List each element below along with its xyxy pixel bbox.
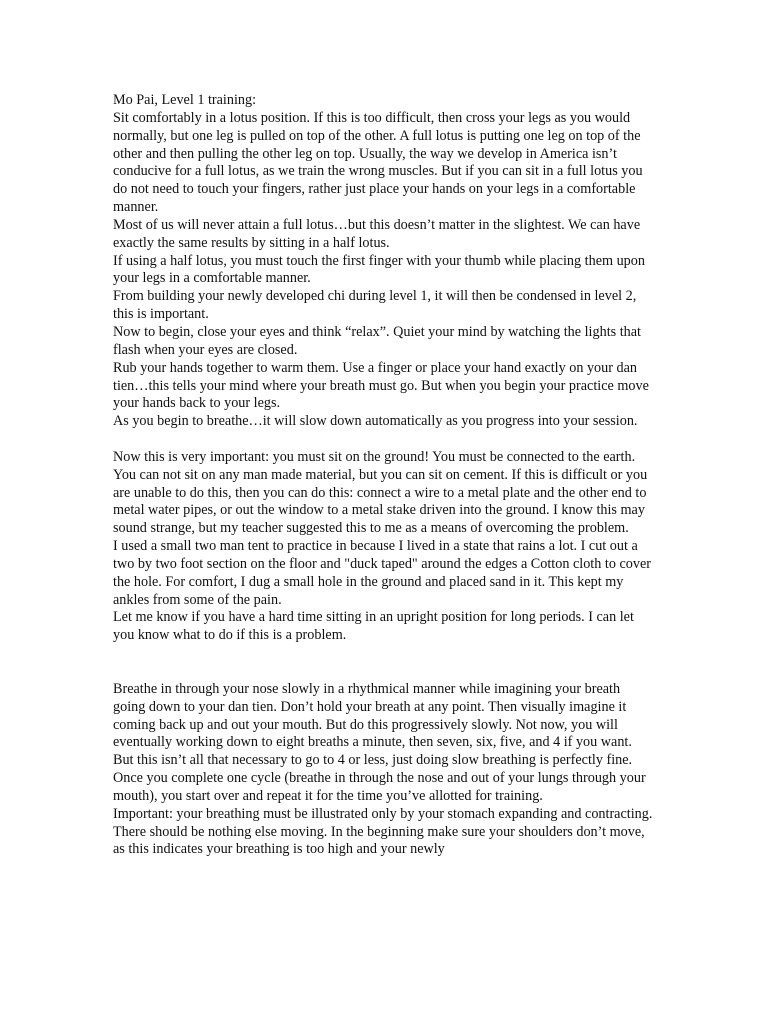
paragraph-tent: I used a small two man tent to practice in because I lived in a state that rains a lot. I cut out a two by two foot section on the floor and "duck taped" around the edges a Cotton cloth to cover the hole. For comfort, I dug a small hole in the ground and placed sand in it. This kept my ankles from some of the pain. <box>113 538 651 608</box>
paragraph-relax: Now to begin, close your eyes and think “relax”. Quiet your mind by watching the lights that flash when your eyes are closed. <box>113 323 641 358</box>
paragraph-warm-hands: Rub your hands together to warm them. Use a finger or place your hand exactly on your dan tien…this tells your mind where your breath must go. But when you begin your practice move your hands back to your legs. <box>113 359 649 412</box>
paragraph-stomach-breathing: Important: your breathing must be illustrated only by your stomach expanding and contracting. There should be nothing else moving. In the beginning make sure your shoulders don’t move, as this indicates your breathing is too high and your newly <box>113 805 653 858</box>
paragraph-upright-position: Let me know if you have a hard time sitting in an upright position for long periods. I can let you know what to do if this is a problem. <box>113 609 634 644</box>
paragraph-spacer <box>113 431 653 449</box>
paragraph-sit-on-ground: Now this is very important: you must sit on the ground! You must be connected to the earth. You can not sit on any man made material, but you can sit on cement. If this is difficult or you are unable to do this, then you can do this: connect a wire to a metal plate and the other end to metal water pipes, or out the window to a metal stake driven into the ground. I know this may sound strange, but my teacher suggested this to me as a means of overcoming the problem. <box>113 448 648 537</box>
paragraph-breathe-slow: As you begin to breathe…it will slow down automatically as you progress into your session. <box>113 413 638 430</box>
paragraph-lotus-position: Sit comfortably in a lotus position. If this is too difficult, then cross your legs as you would normally, but one leg is pulled on top of the other. A full lotus is putting one leg on top of the other and then pulling the other leg on top. Usually, the way we develop in America isn’t conducive for a full lotus, as we train the wrong muscles. But if you can sit in a full lotus you do not need to touch your fingers, rather just place your hands on your legs in a comfortable manner. <box>113 109 643 216</box>
paragraph-half-lotus-fingers: If using a half lotus, you must touch the first finger with your thumb while placing them upon your legs in a comfortable manner. <box>113 252 645 287</box>
paragraph-breathing-technique: Breathe in through your nose slowly in a rhythmical manner while imagining your breath going down to your dan tien. Don’t hold your breath at any point. Then visually imagine it coming back up and out your mouth. But do this progressively slowly. Not now, you will eventually working down to eight breaths a minute, then seven, six, five, and 4 if you want. But this isn’t all that necessary to go to 4 or less, just doing slow breathing is perfectly fine. <box>113 680 633 769</box>
paragraph-half-lotus-results: Most of us will never attain a full lotus…but this doesn’t matter in the slightest. We can have exactly the same results by sitting in a half lotus. <box>113 216 641 251</box>
paragraph-spacer <box>113 663 653 681</box>
paragraph-spacer <box>113 645 653 663</box>
document-title: Mo Pai, Level 1 training: <box>113 92 257 108</box>
paragraph-chi-level-2: From building your newly developed chi during level 1, it will then be condensed in level 2, this is important. <box>113 288 637 323</box>
paragraph-breath-cycle: Once you complete one cycle (breathe in through the nose and out of your lungs through your mouth), you start over and repeat it for the time you’ve allotted for training. <box>113 770 646 804</box>
document-body <box>113 92 653 859</box>
